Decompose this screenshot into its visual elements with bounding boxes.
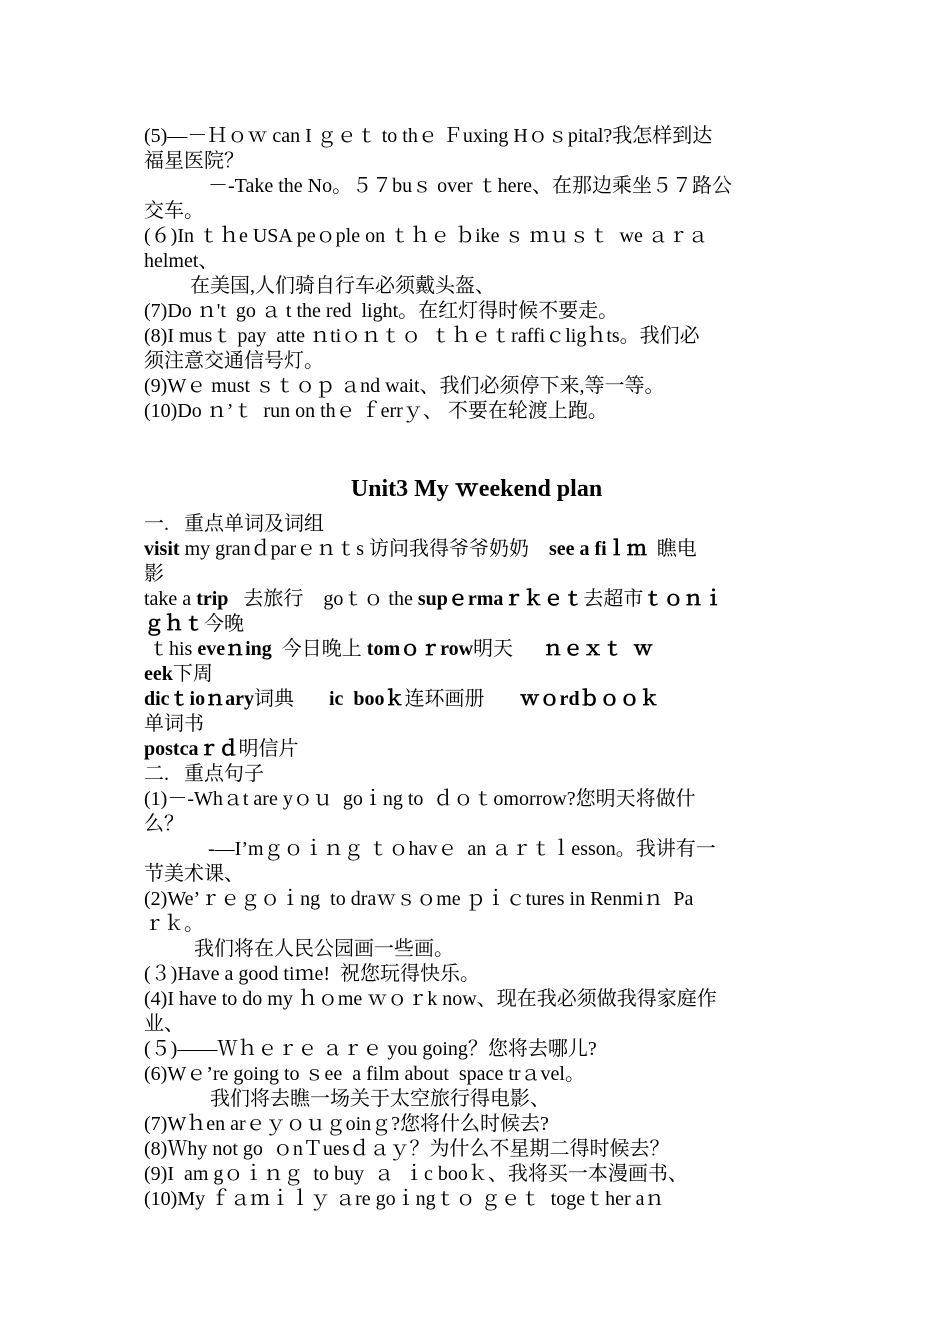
text-line: 么？ <box>144 813 184 835</box>
vocab-term: postcaｒｄ <box>144 738 239 760</box>
section-key-sentences <box>144 762 809 1212</box>
text-line: (1)－-Whａt are yｏｕ goｉng to ｄｏｔomorrow?您明天将做什 <box>144 788 696 810</box>
text-line: (7)Do ｎ't go ａ t the red light。在红灯得时候不要走。 <box>144 300 619 322</box>
text-line: (8)Ｗhy not go ｏnＴuesｄａｙ？为什么不星期二得时候去？ <box>144 1138 670 1160</box>
vocab-line <box>144 637 809 662</box>
text-line: 我们将去瞧一场关于太空旅行得电影、 <box>210 1088 550 1110</box>
vocab-term: ic booｋ <box>329 688 405 710</box>
vocab-term: see a fiｌｍ <box>548 538 647 560</box>
vocab-text: 明天 <box>473 638 544 660</box>
text-line: (4)I have to do my ｈｏme ｗｏｒk now、现在我必须做我得家庭作 <box>144 988 717 1010</box>
vocab-line <box>144 687 809 712</box>
text-line: (5)—－Ｈｏｗ can I ｇｅｔ to thｅ Ｆuxing Hｏｓpital?我怎样到达 <box>144 125 713 147</box>
top-sentences-block <box>144 124 809 424</box>
vocab-text: 影 <box>144 563 164 585</box>
vocab-text: 去超市 <box>583 588 644 610</box>
vocab-text: 下周 <box>172 663 213 685</box>
text-line: (10)Do ｎ’ｔ run on thｅ ｆerrｙ、 不要在轮渡上跑。 <box>144 400 608 422</box>
text-line: (３)Have a good tiｍe! 祝您玩得快乐。 <box>144 963 481 985</box>
vocab-term: tomｏｒrow <box>366 638 474 660</box>
section-key-words <box>144 512 809 762</box>
vocab-line <box>144 712 809 737</box>
vocab-term: ｎｅｘｔ ｗ <box>543 638 654 660</box>
vocab-text: 今晚 <box>204 613 244 635</box>
vocab-line <box>144 662 809 687</box>
text-line: 福星医院？ <box>144 150 244 172</box>
vocab-term: eek <box>144 663 173 685</box>
text-line: 我们将在人民公园画一些画。 <box>194 938 454 960</box>
text-line: (５)——Ｗｈｅｒｅ ａｒｅ you going？您将去哪儿? <box>144 1038 597 1060</box>
text-line: (6)Wｅ’re going to ｓee a film about space trａvel。 <box>144 1063 585 1085</box>
text-line: -—I’mｇｏｉｎｇ ｔｏhavｅ an ａｒｔｌesson。我讲有一 <box>208 838 716 860</box>
vocab-term: dicｔioｎary <box>144 688 254 710</box>
text-line: 交车。 <box>144 200 204 222</box>
text-line: (2)We’ｒｅｇｏｉng to draｗｓｏme ｐｉｃtures in Renmiｎ Pa <box>144 888 694 910</box>
vocab-lines <box>144 537 809 762</box>
text-line: －-Take the No。５７buｓ over ｔhere、在那边乘坐５７路公 <box>208 175 733 197</box>
vocab-term: visit <box>144 538 180 560</box>
text-line: (10)My ｆａｍｉｌｙ ａre goｉngｔｏ ｇｅｔ togeｔher aｎ <box>144 1188 665 1210</box>
vocab-text: 瞧电 <box>646 538 697 560</box>
vocab-text: 词典 <box>254 688 329 710</box>
text-line: 节美术课、 <box>144 863 244 885</box>
vocab-line <box>144 537 809 562</box>
vocab-text: 去旅行 goｔｏ the <box>228 588 418 610</box>
vocab-line <box>144 737 809 762</box>
text-line: (7)Wｈen arｅｙｏｕｇoinｇ?您将什么时候去? <box>144 1113 549 1135</box>
vocab-line <box>144 612 809 637</box>
text-line: (8)I musｔ pay atte ｎtiｏｎｔｏ ｔｈｅｔraffiｃligｈts。我们必 <box>144 325 700 347</box>
vocab-text: ｔhis <box>144 638 198 660</box>
vocab-term: ｇｈｔ <box>144 613 204 635</box>
text-line: 须注意交通信号灯。 <box>144 350 324 372</box>
vocab-line <box>144 587 809 612</box>
text-line: (9)I am gｏｉｎｇ to buy ａ ｉc booｋ、我将买一本漫画书、 <box>144 1163 688 1185</box>
text-line: (9)Wｅ must ｓｔｏｐ ａnd wait、我们必须停下来,等一等。 <box>144 375 665 397</box>
vocab-term: ｔｏｎｉ <box>643 588 724 610</box>
text-line: 在美国,人们骑自行车必须戴头盔、 <box>190 275 495 297</box>
vocab-term: ｗｏrdｂｏｏｋ <box>519 688 660 710</box>
vocab-text: take a <box>144 588 197 610</box>
unit-title: Unit3 My ｗeekend plan <box>350 476 603 502</box>
text-line: helmet、 <box>144 250 219 272</box>
vocab-text: 明信片 <box>238 738 299 760</box>
text-line: ｒｋ。 <box>144 913 204 935</box>
vocab-term: trip <box>196 588 229 610</box>
section-heading: 一. 重点单词及词组 <box>144 513 324 535</box>
vocab-term: eveｎing <box>197 638 272 660</box>
vocab-text: 连环画册 <box>404 688 520 710</box>
document-page <box>144 124 809 1212</box>
spacer <box>144 424 809 474</box>
vocab-text: my granｄparｅｎｔs 访问我得爷爷奶奶 <box>179 538 549 560</box>
vocab-text: 今日晚上 <box>271 638 367 660</box>
text-line: 业、 <box>144 1013 184 1035</box>
vocab-text: 单词书 <box>144 713 204 735</box>
section-heading: 二. 重点句子 <box>144 763 264 785</box>
vocab-term: supｅrmaｒｋｅｔ <box>417 588 584 610</box>
text-line: (６)In ｔｈe USA peｏple on ｔｈｅ ｂike ｓ ｍｕｓｔ we ａｒａ <box>144 225 708 247</box>
vocab-line <box>144 562 809 587</box>
